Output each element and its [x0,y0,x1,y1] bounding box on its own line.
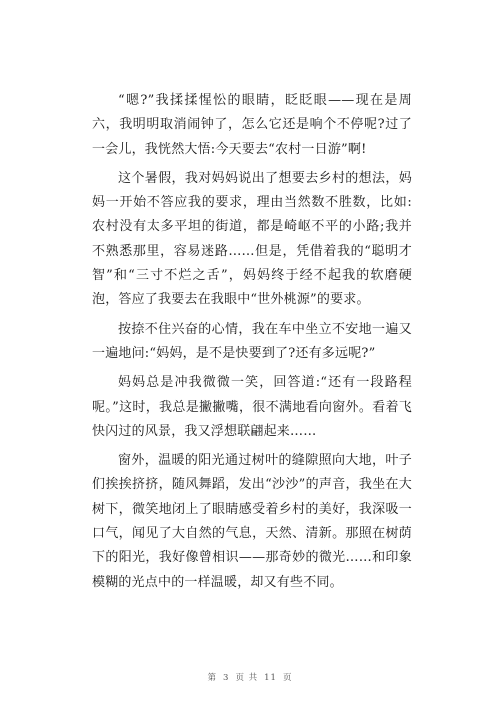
footer-current-page: 3 [223,673,230,683]
page-footer [0,671,500,683]
paragraph: 窗外，温暖的阳光通过树叶的缝隙照向大地，叶子们挨挨挤挤，随风舞蹈，发出“沙沙”的声音，我坐在大树下，微笑地闭上了眼睛感受着乡村的美好，我深吸一口气，闻见了大自然的气息，天然、清新。那照在树荫下的阳光，我好像曾相识——那奇妙的微光……和印象模糊的光点中的一样温暖，却又有些不同。 [92,453,412,590]
paragraph: 按捺不住兴奋的心情，我在车中坐立不安地一遍又一遍地问:“妈妈，是不是快要到了?还有多远呢?” [92,321,412,361]
footer-middle: 页 共 [235,673,259,683]
body-text [92,89,412,600]
paragraph: 妈妈总是冲我微微一笑，回答道:“还有一段路程呢。”这时，我总是撇撇嘴，很不满地看向窗外。看着飞快闪过的风景，我又浮想联翩起来…… [92,375,412,439]
footer-prefix: 第 [207,673,218,683]
footer-suffix: 页 [282,673,293,683]
footer-total-pages: 11 [264,673,277,683]
paragraph: 这个暑假，我对妈妈说出了想要去乡村的想法，妈妈一开始不答应我的要求，理由当然数不胜数，比如:农村没有太多平坦的街道，都是崎岖不平的小路;我并不熟悉那里，容易迷路……但是，凭借着我的“聪明才智”和“三寸不烂之舌”，妈妈终于经不起我的软磨硬泡，答应了我要去在我眼中“世外桃源”的要求。 [92,170,412,308]
paragraph: “嗯?”我揉揉惺忪的眼睛，眨眨眼——现在是周六，我明明取消闹钟了，怎么它还是响个不停呢?过了一会儿，我恍然大悟:今天要去“农村一日游”啊! [92,93,412,157]
